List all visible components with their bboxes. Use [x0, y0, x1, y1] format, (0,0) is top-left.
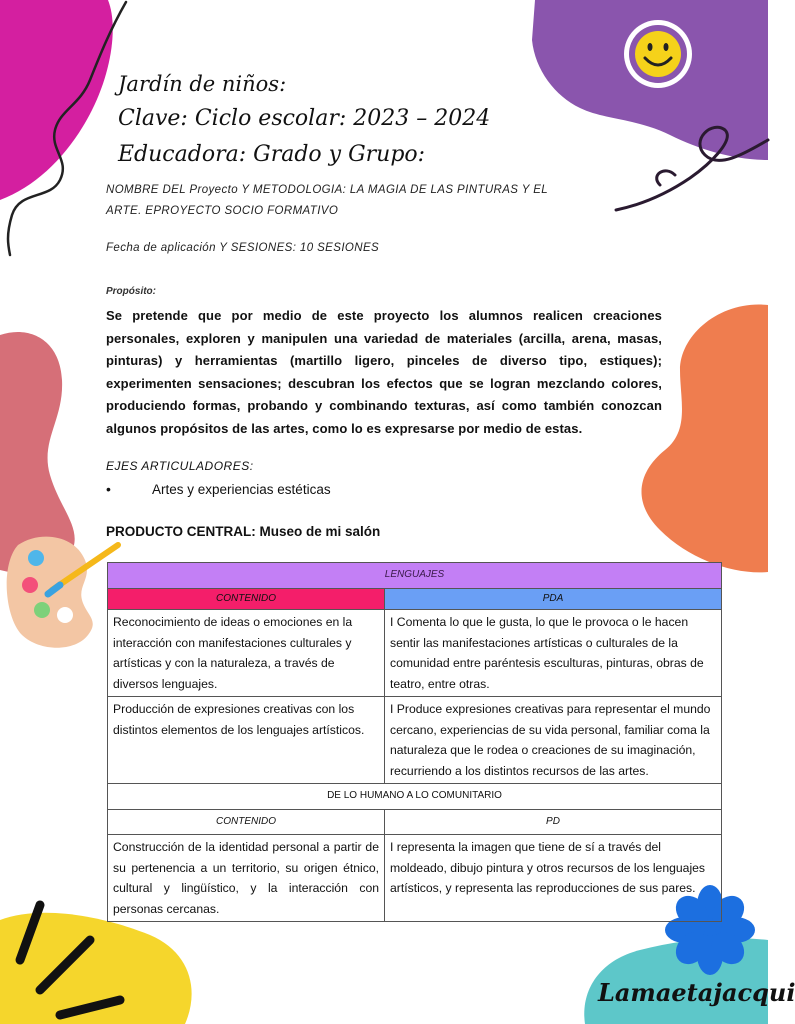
magenta-blob: [0, 0, 113, 200]
squiggle-curl: [657, 171, 675, 185]
table-row: [108, 809, 722, 835]
axes-item: [106, 481, 331, 497]
paint-palette-icon: [7, 537, 118, 648]
table-cell: I Comenta lo que le gusta, lo que le provoca o le hacen sentir las manifestaciones artísticas o culturales de la comunidad entre paréntesis esculturas, pinturas, obras de teatro, entre otras.: [385, 610, 722, 697]
table-row: [108, 697, 722, 784]
purpose-label: Propósito:: [106, 286, 156, 297]
purpose-text: Se pretende que por medio de este proyecto los alumnos realicen creaciones personales, exploren y manipulen una variedad de materiales (arcilla, arena, masas, pinturas) y herramientas (martillo ligero, pinceles de diverso tipo, estiques); experimenten sensaciones; descubran los efectos que se logran mezclando colores, produciendo formas, probando y combinando texturas, así como también conozcan algunos propósitos de las artes, como lo es expresarse por medio de estas.: [106, 308, 662, 436]
table-row: [108, 835, 722, 922]
pda-header: PDA: [385, 589, 722, 610]
clave-line: Clave: Ciclo escolar: 2023 – 2024: [118, 106, 491, 131]
jardin-line: Jardín de niños:: [118, 72, 287, 96]
contenido-header-2: CONTENIDO: [108, 809, 385, 835]
axes-item-text: Artes y experiencias estéticas: [152, 482, 331, 497]
table-row: [108, 563, 722, 589]
project-name: NOMBRE DEL Proyecto Y METODOLOGIA: LA MAGIA DE LAS PINTURAS Y EL ARTE. EPROYECTO SOCIO FORMATIVO: [106, 184, 548, 217]
table-cell: Construcción de la identidad personal a partir de su pertenencia a un territorio, su origen étnico, cultural y lingüístico, y la interacción con personas cercanas.: [108, 835, 385, 922]
table-cell: I Produce expresiones creativas para representar el mundo cercano, experiencias de su vida personal, familiar coma la naturaleza que le rodea o creaciones de su imaginación, recurriendo a los distintos recursos de las artes.: [385, 697, 722, 784]
bullet: •: [106, 481, 111, 497]
axes-label: EJES ARTICULADORES:: [106, 459, 254, 473]
lenguajes-header: LENGUAJES: [108, 563, 722, 589]
contenido-header: CONTENIDO: [108, 589, 385, 610]
signature: Lamaetajacqui: [598, 978, 795, 1007]
central-product: PRODUCTO CENTRAL: Museo de mi salón: [106, 524, 381, 539]
table-row: [108, 589, 722, 610]
table-cell: I representa la imagen que tiene de sí a través del moldeado, dibujo pintura y otros recursos de los lenguajes artísticos, y representa las reproducciones de sus pares.: [385, 835, 722, 922]
educadora-line: Educadora: Grado y Grupo:: [118, 142, 426, 167]
humano-header: DE LO HUMANO A LO COMUNITARIO: [108, 784, 722, 810]
content-table: [107, 562, 722, 922]
table-cell: Producción de expresiones creativas con los distintos elementos de los lenguajes artísticos.: [108, 697, 385, 784]
table-row: [108, 784, 722, 810]
smiley-face-icon: [635, 31, 681, 77]
application-date: Fecha de aplicación Y SESIONES: 10 SESIONES: [106, 242, 380, 254]
table-row: [108, 610, 722, 697]
table-cell: Reconocimiento de ideas o emociones en la interacción con manifestaciones culturales y artísticas y con la naturaleza, a través de diversos lenguajes.: [108, 610, 385, 697]
pd-header: PD: [385, 809, 722, 835]
